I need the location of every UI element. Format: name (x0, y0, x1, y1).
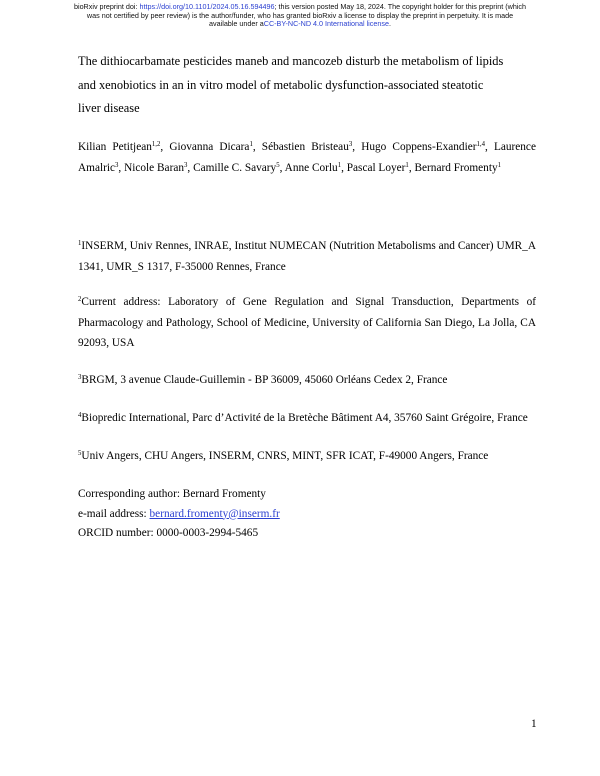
author-name: Giovanna Dicara (169, 141, 250, 153)
author-affiliation-sup: 1 (497, 161, 502, 169)
author (78, 141, 169, 153)
author (414, 162, 501, 174)
author-separator: , (485, 141, 494, 153)
title-line-3: liver disease (78, 101, 140, 115)
email-line: e-mail address: bernard.fromenty@inserm.fr (78, 507, 280, 520)
paper-title (78, 50, 536, 121)
author-affiliation-sup: 3 (348, 141, 353, 148)
doi-link[interactable]: https://doi.org/10.1101/2024.05.16.594496 (139, 2, 275, 11)
affiliation-1 (78, 236, 536, 277)
author-name: Nicole Baran (124, 161, 184, 174)
author-separator: , (187, 161, 194, 174)
author-separator: , (341, 161, 347, 174)
author-name: Sébastien Bristeau (261, 141, 349, 153)
author (347, 162, 415, 174)
author-list (78, 137, 536, 178)
author-affiliation-sup: 1 (337, 161, 342, 169)
author-affiliation-sup: 1,2 (151, 141, 161, 148)
affiliation-number: 4 (78, 412, 82, 419)
author-name: Pascal Loyer (346, 161, 406, 174)
affiliation-4 (78, 408, 536, 429)
author-separator: , (252, 141, 262, 153)
author (285, 162, 347, 174)
orcid: ORCID number: 0000-0003-2994-5465 (78, 527, 259, 539)
affiliation-5 (78, 446, 536, 467)
affiliation-text: BRGM, 3 avenue Claude-Guillemin - BP 36009, 45060 Orléans Cedex 2, France (81, 374, 448, 386)
affiliation-number: 5 (78, 450, 82, 457)
author-affiliation-sup: 1 (405, 161, 409, 169)
author-name: Anne Corlu (284, 161, 338, 174)
affiliation-number: 2 (78, 296, 82, 303)
banner-line-3: available under aCC-BY-NC-ND 4.0 International license. (209, 19, 391, 29)
license-link[interactable]: CC-BY-NC-ND 4.0 International license (263, 19, 389, 29)
affiliation-number: 3 (78, 374, 82, 381)
affiliation-text: INSERM, Univ Rennes, INRAE, Institut NUMECAN (Nutrition Metabolisms and Cancer) UMR_A 1341, UMR_S 1317, F-35000 Rennes, France (78, 240, 536, 273)
author-affiliation-sup: 3 (115, 161, 119, 169)
author (262, 141, 361, 153)
author-separator: , (118, 161, 125, 174)
author (124, 162, 193, 174)
author (169, 141, 261, 153)
author-name: Camille C. Savary (193, 161, 277, 174)
affiliation-text: Biopredic International, Parc d’Activité de la Bretèche Bâtiment A4, 35760 Saint Grégoire, France (81, 412, 528, 424)
corresponding-info (78, 485, 536, 544)
title-line-1: The dithiocarbamate pesticides maneb and mancozeb disturb the metabolism of lipids (78, 54, 504, 68)
author-affiliation-sup: 5 (276, 161, 280, 169)
affiliation-3 (78, 370, 536, 391)
author-separator: , (408, 161, 415, 174)
page-number: 1 (531, 718, 537, 730)
author-separator: , (279, 161, 285, 174)
author-affiliation-sup: 3 (184, 161, 188, 169)
affiliation-text: Current address: Laboratory of Gene Regulation and Signal Transduction, Departments of Pharmacology and Pathology, School of Medicine, University of California San Diego, La Jolla, CA 92093, USA (78, 296, 536, 349)
author (361, 141, 494, 153)
author-separator: , (160, 141, 170, 153)
email-link[interactable]: bernard.fromenty@inserm.fr (149, 507, 280, 520)
author-affiliation-sup: 1,4 (476, 141, 485, 148)
banner-line-1: bioRxiv preprint doi: https://doi.org/10.1101/2024.05.16.594496; this version posted May 18, 2024. The copyright holder for this preprint (which (73, 2, 527, 11)
affiliation-number: 1 (78, 240, 82, 247)
author-separator: , (352, 141, 362, 153)
affiliation-2 (78, 292, 536, 354)
affiliation-text: Univ Angers, CHU Angers, INSERM, CNRS, MINT, SFR ICAT, F-49000 Angers, France (81, 450, 489, 462)
author-name: Bernard Fromenty (414, 161, 498, 174)
author-affiliation-sup: 1 (249, 141, 253, 148)
author-name: Kilian Petitjean (78, 141, 152, 153)
title-line-2: and xenobiotics in an in vitro model of metabolic dysfunction-associated steatotic (78, 77, 484, 92)
banner-line-2: was not certified by peer review) is the author/funder, who has granted bioRxiv a license to display the preprint in perpetuity. It is made (86, 10, 514, 20)
preprint-banner (20, 3, 580, 29)
corresponding-author: Corresponding author: Bernard Fromenty (78, 488, 266, 500)
author-name: Laurence Amalric (78, 141, 536, 174)
author (193, 162, 285, 174)
author-name: Hugo Coppens-Exandier (361, 141, 477, 153)
